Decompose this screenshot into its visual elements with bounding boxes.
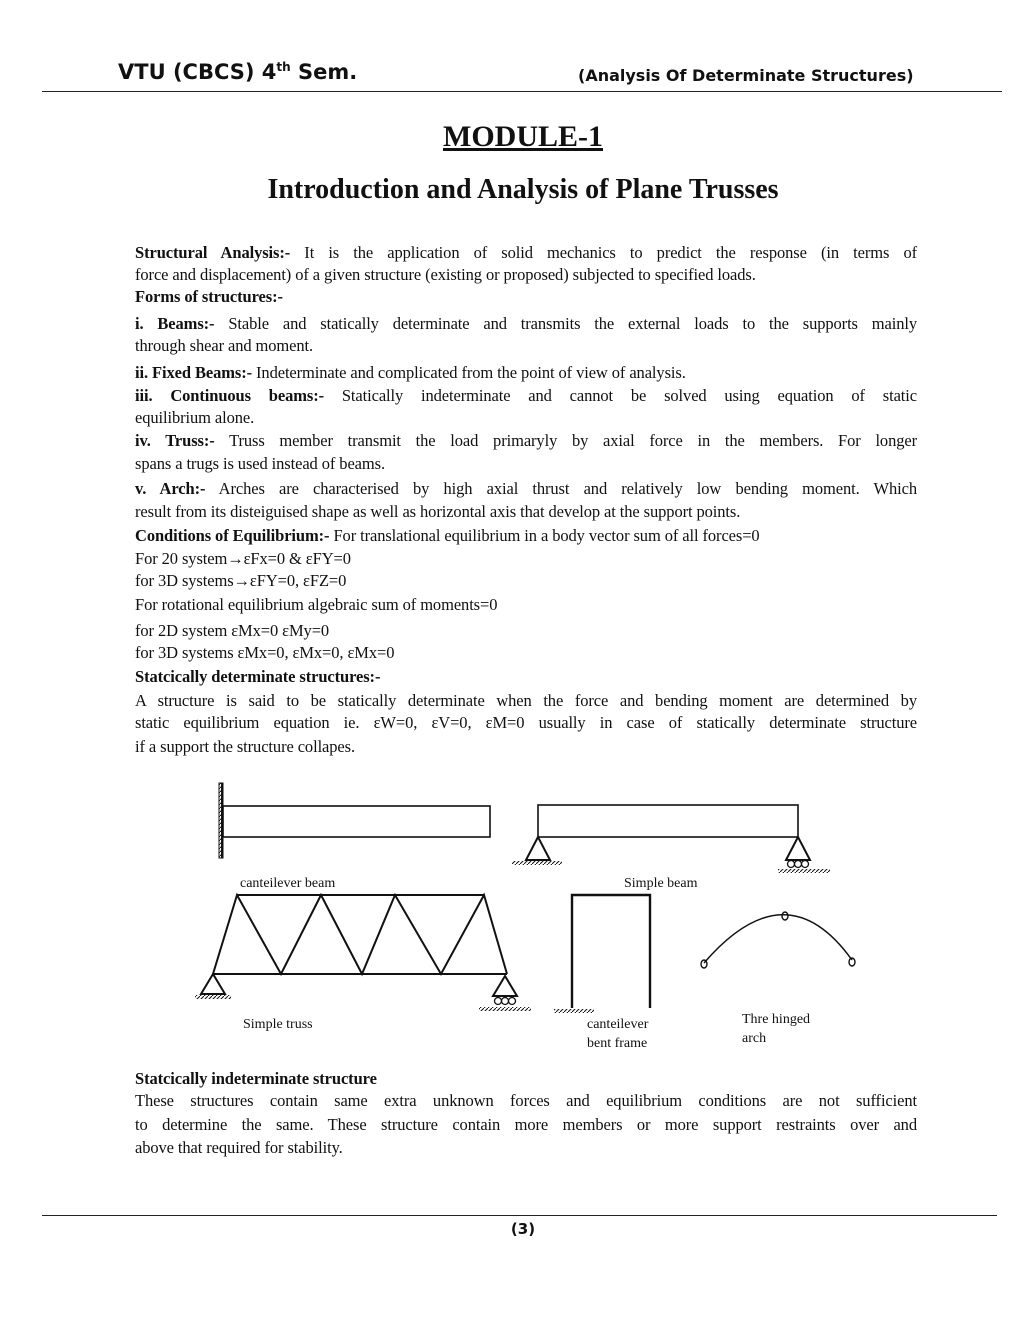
text-line-bold: Forms of structures:-	[135, 287, 283, 306]
text-line-bold: Structural Analysis:-	[135, 243, 291, 262]
text-line	[135, 1115, 917, 1135]
text-line-body: above that required for stability.	[135, 1138, 343, 1157]
label-bent-frame-line1: canteilever	[587, 1017, 649, 1032]
three-hinged-arch-diagram	[701, 912, 855, 968]
text-line-body: For translational equilibrium in a body vector sum of all forces=0	[329, 526, 760, 545]
simple-truss-diagram	[195, 895, 531, 1011]
text-line-body: Truss member transmit the load primaryly by axial force in the members. For longer	[214, 431, 917, 450]
header-course-text: VTU (CBCS) 4	[118, 60, 277, 84]
text-line-body: These structures contain same extra unknown forces and equilibrium conditions are not sufficient	[135, 1091, 917, 1110]
text-line	[135, 1138, 917, 1158]
text-line-bold: v. Arch:-	[135, 479, 206, 498]
header-course-suffix: Sem.	[290, 60, 358, 84]
text-line-body: result from its disteiguised shape as well as horizontal axis that develop at the support points.	[135, 502, 741, 521]
label-arch-line1: Thre hinged	[742, 1012, 811, 1027]
text-line-body: For rotational equilibrium algebraic sum of moments=0	[135, 595, 498, 614]
text-line-body: Arches are characterised by high axial thrust and relatively low bending moment. Which	[205, 479, 917, 498]
text-line-body: Statically indeterminate and cannot be solved using equation of static	[324, 386, 917, 405]
text-line-body: A structure is said to be statically determinate when the force and bending moment are determined by	[135, 691, 917, 710]
text-line-body: to determine the same. These structure contain more members or more support restraints over and	[135, 1115, 917, 1134]
text-line-bold: iv. Truss:-	[135, 431, 215, 450]
text-line	[135, 1091, 917, 1111]
label-arch-line2: arch	[742, 1031, 767, 1046]
text-line-body: through shear and moment.	[135, 336, 314, 355]
text-line-bold: Statcically determinate structures:-	[135, 667, 381, 686]
page-title: Introduction and Analysis of Plane Trusses	[267, 174, 779, 205]
text-line-bold: iii. Continuous beams:-	[135, 386, 324, 405]
bent-frame-diagram	[554, 895, 650, 1013]
text-line-body: for 3D systems εMx=0, εMx=0, εMx=0	[135, 643, 395, 662]
module-heading-text: MODULE-1	[443, 120, 603, 153]
text-line-body: Stable and statically determinate and transmits the external loads to the supports mainly	[214, 314, 917, 333]
text-line-bold: ii. Fixed Beams:-	[135, 363, 252, 382]
text-line-body: It is the application of solid mechanics to predict the response (in terms of	[290, 243, 917, 262]
label-cantilever-beam: canteilever beam	[240, 876, 336, 891]
text-line-body: for 3D systems→εFY=0, εFZ=0	[135, 571, 347, 590]
text-line-body: for 2D system εMx=0 εMy=0	[135, 621, 330, 640]
label-simple-truss: Simple truss	[243, 1017, 313, 1032]
label-simple-beam: Simple beam	[624, 876, 698, 891]
text-line	[135, 1069, 917, 1089]
text-line-bold: Conditions of Equilibrium:-	[135, 526, 330, 545]
text-line-bold: Statcically indeterminate structure	[135, 1069, 377, 1088]
text-line-body: spans a trugs is used instead of beams.	[135, 454, 385, 473]
page-number: (3)	[510, 1220, 536, 1238]
text-line-body: equilibrium alone.	[135, 408, 255, 427]
text-line-body: force and displacement) of a given structure (existing or proposed) subjected to specified loads.	[135, 265, 756, 284]
cantilever-beam-diagram	[219, 783, 490, 858]
text-line-bold: i. Beams:-	[135, 314, 215, 333]
text-line-body: For 20 system→εFx=0 & εFY=0	[135, 549, 351, 568]
text-line-body: static equilibrium equation ie. εW=0, εV=0, εM=0 usually in case of statically determinate structure	[135, 713, 917, 732]
footer-rule	[42, 1215, 997, 1216]
simple-beam-diagram	[512, 805, 830, 873]
label-bent-frame-line2: bent frame	[587, 1036, 648, 1051]
header-sup: th	[276, 60, 291, 74]
header-subject: (Analysis Of Determinate Structures)	[578, 66, 914, 85]
text-line-body: if a support the structure collapes.	[135, 737, 355, 756]
text-line-body: Indeterminate and complicated from the point of view of analysis.	[252, 363, 686, 382]
